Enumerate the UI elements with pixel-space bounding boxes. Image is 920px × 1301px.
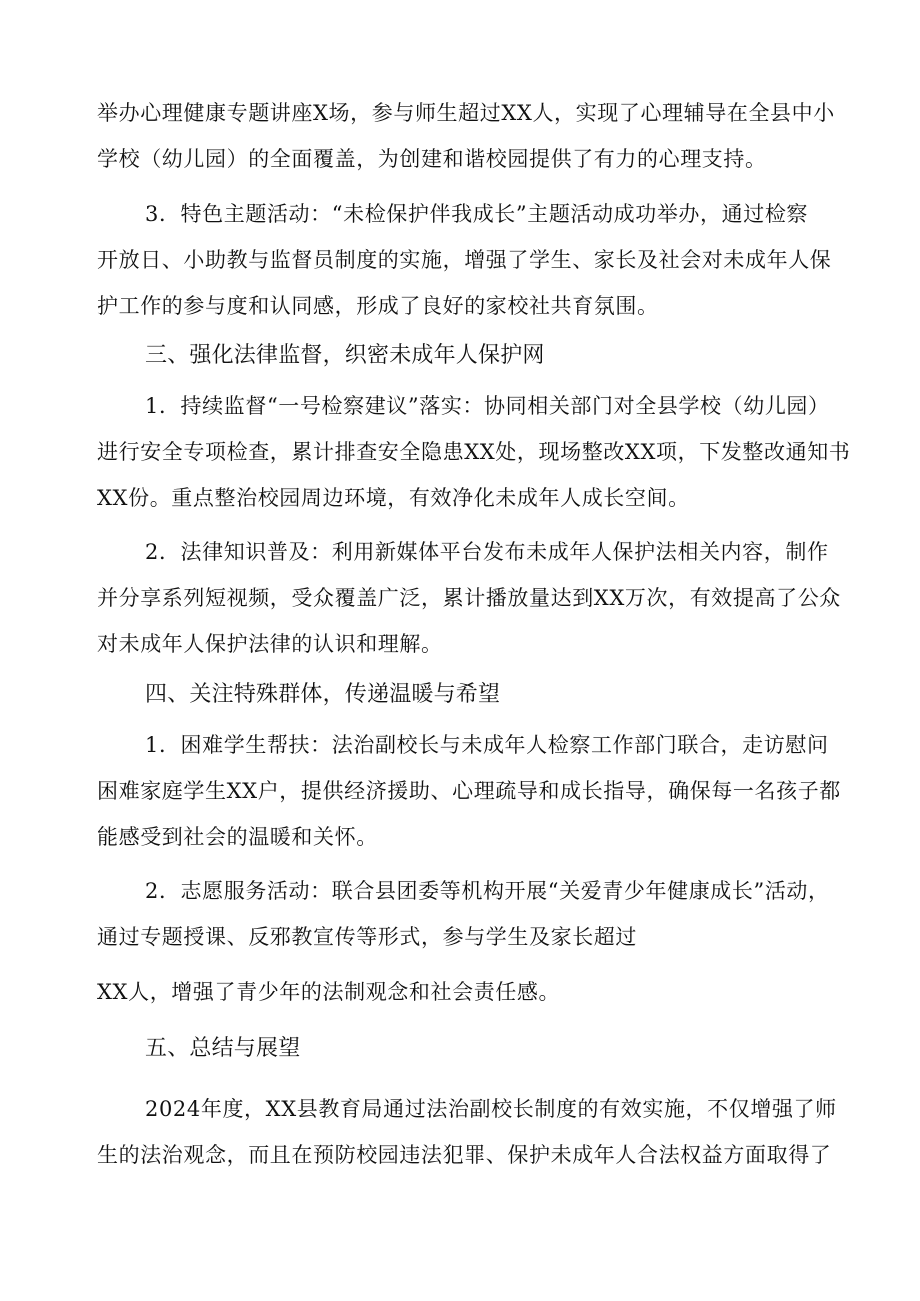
- paragraph-line: 2．志愿服务活动：联合县团委等机构开展“关爱青少年健康成长”活动，: [145, 879, 830, 903]
- paragraph-line: 能感受到社会的温暖和关怀。: [97, 825, 378, 849]
- paragraph-line: 生的法治观念，而且在预防校园违法犯罪、保护未成年人合法权益方面取得了: [97, 1143, 832, 1167]
- paragraph-line: 困难家庭学生XX户，提供经济援助、心理疏导和成长指导，确保每一名孩子都: [97, 779, 841, 803]
- paragraph-line: 进行安全专项检查，累计排查安全隐患XX处，现场整改XX项，下发整改通知书: [97, 440, 851, 464]
- paragraph-line: 3．特色主题活动：“未检保护伴我成长”主题活动成功举办，通过检察: [145, 202, 809, 226]
- paragraph-line: 学校（幼儿园）的全面覆盖，为创建和谐校园提供了有力的心理支持。: [97, 147, 767, 171]
- paragraph-line: 2024年度，XX县教育局通过法治副校长制度的有效实施，不仅增强了师: [145, 1097, 837, 1121]
- paragraph-line: 开放日、小助教与监督员制度的实施，增强了学生、家长及社会对未成年人保: [97, 248, 832, 272]
- paragraph-line: 举办心理健康专题讲座X场，参与师生超过XX人，实现了心理辅导在全县中小: [97, 101, 835, 125]
- paragraph-line: 护工作的参与度和认同感，形成了良好的家校社共育氛围。: [97, 294, 659, 318]
- paragraph-line: 并分享系列短视频，受众覆盖广泛，累计播放量达到XX万次，有效提高了公众: [97, 586, 841, 610]
- section-heading: 三、强化法律监督，织密未成年人保护网: [145, 343, 545, 368]
- paragraph-line: 通过专题授课、反邪教宣传等形式，参与学生及家长超过: [97, 925, 637, 949]
- section-heading: 四、关注特殊群体，传递温暖与希望: [145, 682, 501, 707]
- paragraph-line: 2．法律知识普及：利用新媒体平台发布未成年人保护法相关内容，制作: [145, 540, 829, 564]
- paragraph-line: 1．困难学生帮扶：法治副校长与未成年人检察工作部门联合，走访慰问: [145, 733, 829, 757]
- paragraph-line: XX份。重点整治校园周边环境，有效净化未成年人成长空间。: [97, 486, 690, 510]
- paragraph-line: 1．持续监督“一号检察建议”落实：协同相关部门对全县学校（幼儿园）: [145, 394, 830, 418]
- section-heading: 五、总结与展望: [145, 1036, 301, 1061]
- paragraph-line: 对未成年人保护法律的认识和理解。: [97, 632, 443, 656]
- paragraph-line: XX人，增强了青少年的法制观念和社会责任感。: [97, 980, 561, 1004]
